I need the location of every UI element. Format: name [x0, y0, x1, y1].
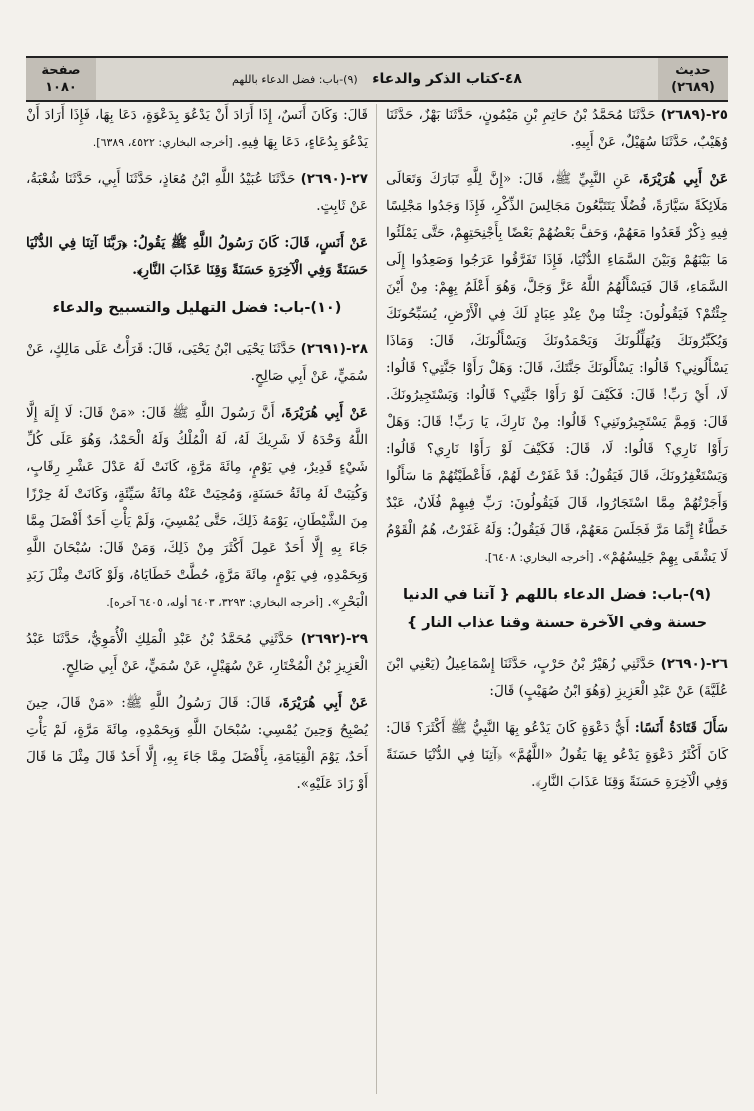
page-number-box [26, 58, 96, 100]
chapter-9-heading: (٩)-باب: فضل الدعاء باللهم { آتنا في الدنيا حسنة وفي الآخرة حسنة وقنا عذاب النار } [402, 587, 712, 631]
book-title: ٤٨-كتاب الذكر والدعاء [372, 71, 522, 87]
hadith-26-chain: حَدَّثَنِي زُهَيْرُ بْنُ حَرْبٍ، حَدَّثَنَا إِسْمَاعِيلُ (يَعْنِي ابْنَ عُلَيَّةَ) عَنْ عَبْدِ الْعَزِيزِ (وَهُوَ ابْنُ صُهَيْبٍ) قَالَ: [386, 656, 728, 699]
page-header [26, 56, 728, 102]
hadith-27-text: قَالَ: كَانَ رَسُولُ اللَّهِ ﷺ يَقُولُ: ﴿رَبَّنَا آتِنَا فِي الدُّنْيَا حَسَنَةً وَفِي الْآخِرَةِ حَسَنَةً وَقِنَا عَذَابَ النَّارِ﴾. [26, 235, 368, 278]
hadith-28-matn [26, 400, 368, 616]
book-page [26, 56, 728, 1106]
hadith-27-number: ٢٧-(٢٦٩٠) [300, 171, 368, 187]
hadith-29-isnad [26, 626, 368, 680]
column-divider [376, 104, 377, 1094]
hadith-27-matn [26, 230, 368, 284]
page-label: صفحة [41, 63, 81, 78]
hadith-25-isnad [386, 102, 728, 156]
hadith-26-isnad [386, 651, 728, 705]
hadith-29-text: قَالَ: قَالَ رَسُولُ اللَّهِ ﷺ: «مَنْ قَالَ، حِينَ يُصْبِحُ وَحِينَ يُمْسِي: سُبْحَانَ اللَّهِ وَبِحَمْدِهِ، مِائَةَ مَرَّةٍ، لَمْ يَأْتِ أَحَدٌ، يَوْمَ الْقِيَامَةِ، بِأَفْضَلَ مِمَّا جَاءَ بِهِ، إِلَّا أَحَدٌ قَالَ مِثْلَ مَا قَالَ أَوْ زَادَ عَلَيْهِ». [26, 695, 368, 792]
hadith-25-matn [386, 166, 728, 571]
hadith-26-number: ٢٦-(٢٦٩٠) [660, 656, 729, 672]
running-title [98, 58, 656, 100]
hadith-28-narrator: عَنْ أَبِي هُرَيْرَةَ، [280, 405, 368, 421]
hadith-29-matn [26, 690, 368, 798]
hadith-number-box [658, 58, 728, 100]
chapter-subtitle: (٩)-باب: فضل الدعاء باللهم [232, 73, 358, 86]
hadith-25-text: عَنِ النَّبِيِّ ﷺ، قَالَ: «إِنَّ لِلَّهِ تَبَارَكَ وَتَعَالَى مَلَائِكَةً سَيَّارَةً، فُضُلًا يَتَتَبَّعُونَ مَجَالِسَ الذِّكْرِ، فَإِذَا وَجَدُوا مَجْلِسًا فِيهِ ذِكْرٌ قَعَدُوا مَعَهُمْ، وَحَفَّ بَعْضُهُمْ بَعْضًا بِأَجْنِحَتِهِمْ، حَتَّى يَمْلَئُوا مَا بَيْنَهُمْ وَبَيْنَ السَّمَاءِ الدُّنْيَا، فَإِذَا تَفَرَّقُوا عَرَجُوا وَصَعِدُوا إِلَى السَّمَاءِ، قَالَ فَيَسْأَلُهُمُ اللَّهُ عَزَّ وَجَلَّ، وَهُوَ أَعْلَمُ بِهِمْ: مِنْ أَيْنَ جِئْتُمْ؟ فَيَقُولُونَ: جِئْنَا مِنْ عِنْدِ عِبَادٍ لَكَ فِي الْأَرْضِ، يُسَبِّحُونَكَ وَيُكَبِّرُونَكَ وَيُهَلِّلُونَكَ وَيَحْمَدُونَكَ وَيَسْأَلُونَكَ، قَالَ: وَمَاذَا يَسْأَلُونِي؟ قَالُوا: يَسْأَلُونَكَ جَنَّتَكَ، قَالَ: وَهَلْ رَأَوْا جَنَّتِي؟ قَالُوا: لَا، أَيْ رَبِّ! قَالَ: فَكَيْفَ لَوْ رَأَوْا جَنَّتِي؟ قَالُوا: وَيَسْتَجِيرُونَكَ. قَالَ: وَمِمَّ يَسْتَجِيرُونَنِي؟ قَالُوا: مِنْ نَارِكَ، يَا رَبِّ! قَالَ: وَهَلْ رَأَوْا نَارِي؟ قَالُوا: لَا، قَالَ: فَكَيْفَ لَوْ رَأَوْا نَارِي؟ قَالُوا: وَيَسْتَغْفِرُونَكَ، قَالَ فَيَقُولُ: قَدْ غَفَرْتُ لَهُمْ، فَأَعْطَيْتُهُمْ مَا سَأَلُوا وَأَجَرْتُهُمْ مِمَّا اسْتَجَارُوا، قَالَ فَيَقُولُونَ: رَبِّ فِيهِمْ فُلَانٌ، عَبْدٌ خَطَّاءٌ إِنَّمَا مَرَّ فَجَلَسَ مَعَهُمْ، قَالَ فَيَقُولُ: وَلَهُ غَفَرْتُ، هُمُ الْقَوْمُ لَا يَشْقَى بِهِمْ جَلِيسُهُمْ». [386, 171, 728, 565]
hadith-28-isnad [26, 336, 368, 390]
left-column [26, 102, 368, 1102]
hadith-26-cont-text: قَالَ: وَكَانَ أَنَسٌ، إِذَا أَرَادَ أَنْ يَدْعُوَ بِدَعْوَةٍ، دَعَا بِهَا، فَإِذَا أَرَادَ أَنْ يَدْعُوَ بِدُعَاءٍ، دَعَا بِهَا فِيهِ. [26, 107, 368, 150]
hadith-26-text: أَيُّ دَعْوَةٍ كَانَ يَدْعُو بِهَا النَّبِيُّ ﷺ أَكْثَرَ؟ قَالَ: كَانَ أَكْثَرُ دَعْوَةٍ يَدْعُو بِهَا يَقُولُ «اللَّهُمَّ» ﴿آتِنَا فِي الدُّنْيَا حَسَنَةً وَفِي الْآخِرَةِ حَسَنَةً وَقِنَا عَذَابَ النَّارِ﴾. [386, 720, 728, 790]
hadith-27-narrator: عَنْ أَنَسٍ، [314, 235, 368, 251]
hadith-number: (٢٦٨٩) [671, 80, 715, 95]
hadith-25-reference: [أخرجه البخاري: ٦٤٠٨]. [484, 551, 594, 564]
hadith-26-matn [386, 715, 728, 796]
hadith-29-chain: حَدَّثَنِي مُحَمَّدُ بْنُ عَبْدِ الْمَلِكِ الْأُمَوِيُّ، حَدَّثَنَا عَبْدُ الْعَزِيزِ بْنُ الْمُخْتَارِ، عَنْ سُهَيْلٍ، عَنْ سُمَيٍّ، عَنْ أَبِي صَالِحٍ. [26, 631, 368, 674]
hadith-28-reference: [أخرجه البخاري: ٣٢٩٣، ٦٤٠٣ أوله، ٦٤٠٥ آخره]. [106, 596, 324, 609]
hadith-28-text: أَنَّ رَسُولَ اللَّهِ ﷺ قَالَ: «مَنْ قَالَ: لَا إِلَهَ إِلَّا اللَّهُ وَحْدَهُ لَا شَرِيكَ لَهُ، لَهُ الْمُلْكُ وَلَهُ الْحَمْدُ، وَهُوَ عَلَى كُلِّ شَيْءٍ قَدِيرٌ، فِي يَوْمٍ، مِائَةَ مَرَّةٍ، كَانَتْ لَهُ عَدْلَ عَشْرِ رِقَابٍ، وَكُتِبَتْ لَهُ مِائَةُ حَسَنَةٍ، وَمُحِيَتْ عَنْهُ مِائَةُ سَيِّئَةٍ، وَكَانَتْ لَهُ حِرْزًا مِنَ الشَّيْطَانِ، يَوْمَهُ ذَلِكَ، حَتَّى يُمْسِيَ، وَلَمْ يَأْتِ أَحَدٌ أَفْضَلَ مِمَّا جَاءَ بِهِ إِلَّا أَحَدٌ عَمِلَ أَكْثَرَ مِنْ ذَلِكَ، وَمَنْ قَالَ: سُبْحَانَ اللَّهِ وَبِحَمْدِهِ، فِي يَوْمٍ، مِائَةَ مَرَّةٍ، حُطَّتْ خَطَايَاهُ، وَلَوْ كَانَتْ مِثْلَ زَبَدِ الْبَحْرِ». [26, 405, 368, 610]
hadith-28-number: ٢٨-(٢٦٩١) [300, 341, 368, 357]
hadith-25-number: ٢٥-(٢٦٨٩) [660, 107, 728, 123]
hadith-26-continuation [26, 102, 368, 156]
hadith-27-isnad [26, 166, 368, 220]
right-column [386, 102, 728, 1102]
chapter-10-heading: (١٠)-باب: فضل التهليل والتسبيح والدعاء [52, 300, 342, 316]
hadith-29-narrator: عَنْ أَبِي هُرَيْرَةَ، [278, 695, 368, 711]
page-number: ١٠٨٠ [45, 80, 77, 95]
hadith-28-chain: حَدَّثَنَا يَحْيَى ابْنُ يَحْيَى، قَالَ: قَرَأْتُ عَلَى مَالِكٍ، عَنْ سُمَيٍّ، عَنْ أَبِي صَالِحٍ. [26, 341, 368, 384]
hadith-29-number: ٢٩-(٢٦٩٢) [300, 631, 368, 647]
hadith-25-narrator: عَنْ أَبِي هُرَيْرَةَ، [638, 171, 728, 187]
hadith-26-narrator: سَأَلَ قَتَادَةُ أَنَسًا: [634, 720, 728, 736]
hadith-label: حديث [675, 63, 711, 78]
hadith-26-reference: [أخرجه البخاري: ٤٥٢٢، ٦٣٨٩]. [92, 136, 233, 149]
hadith-27-chain: حَدَّثَنَا عُبَيْدُ اللَّهِ ابْنُ مُعَاذٍ، حَدَّثَنَا أَبِي، حَدَّثَنَا شُعْبَةُ، عَنْ ثَابِتٍ. [26, 171, 368, 214]
hadith-25-chain: حَدَّثَنَا مُحَمَّدُ بْنُ حَاتِمِ بْنِ مَيْمُونٍ، حَدَّثَنَا بَهْزٌ، حَدَّثَنَا وُهَيْبٌ، حَدَّثَنَا سُهَيْلٌ، عَنْ أَبِيهِ. [386, 107, 728, 150]
